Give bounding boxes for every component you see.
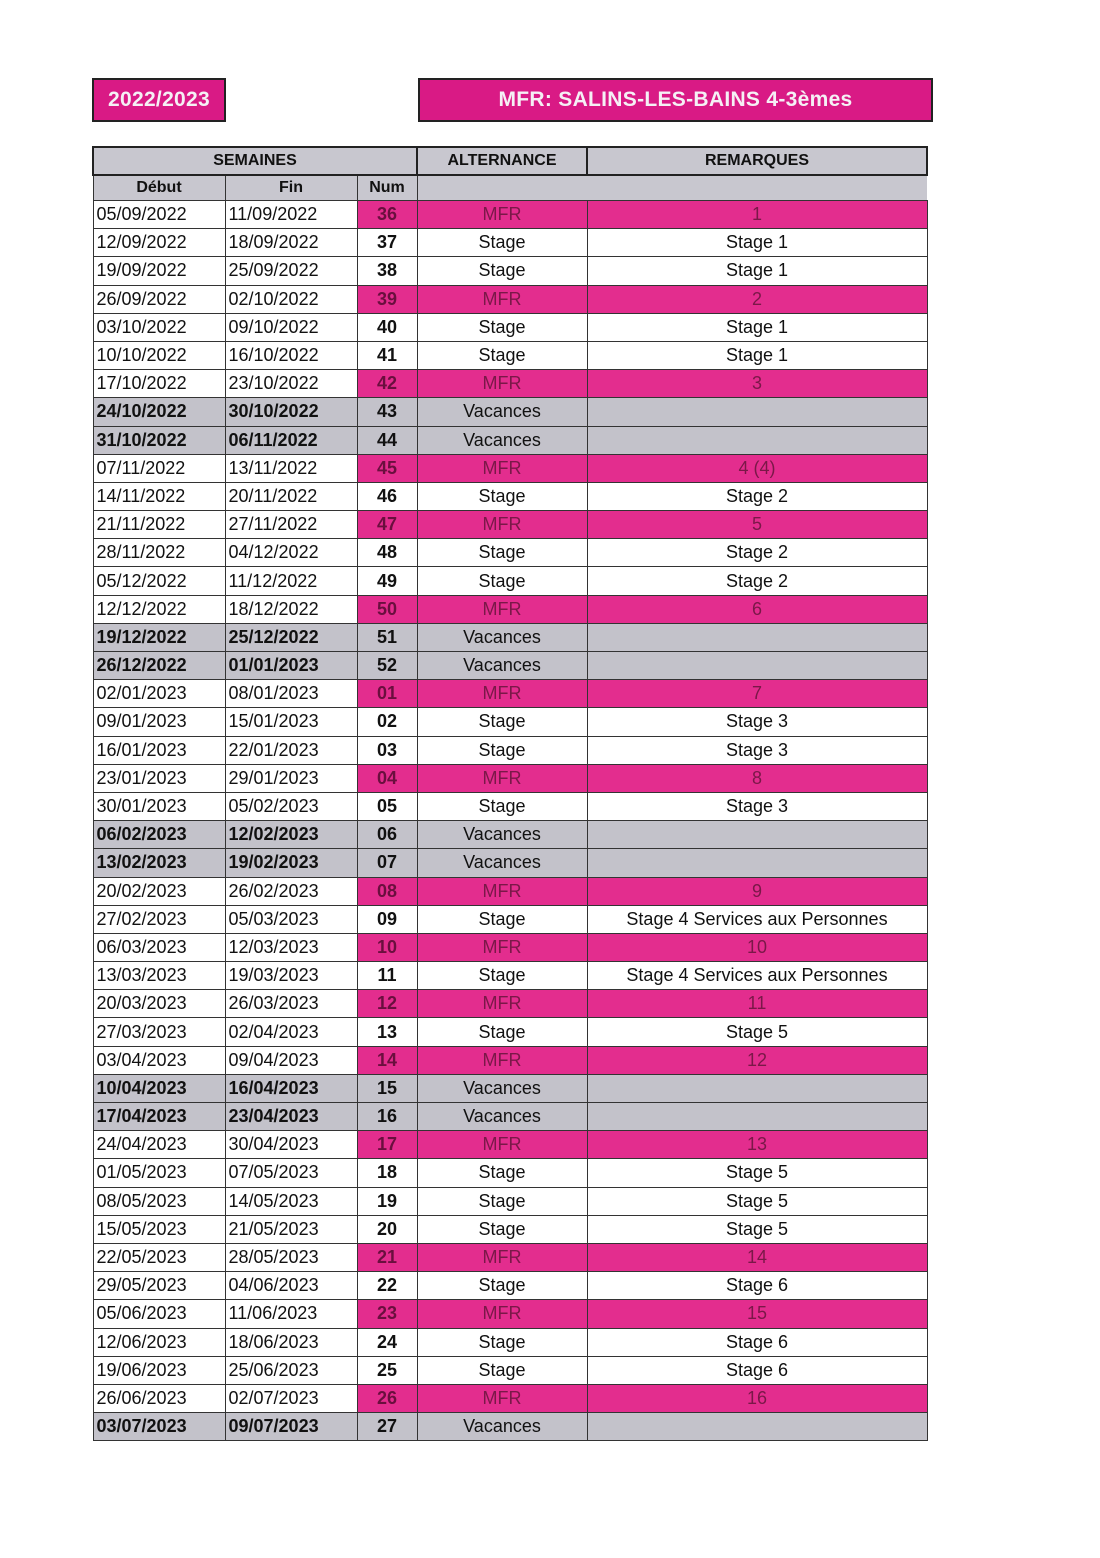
table-row	[93, 1243, 927, 1271]
cell-debut: 02/01/2023	[93, 680, 225, 708]
table-row	[93, 511, 927, 539]
cell-alternance: Stage	[417, 1187, 587, 1215]
cell-alternance: MFR	[417, 1300, 587, 1328]
cell-alternance: Stage	[417, 1159, 587, 1187]
table-row	[93, 821, 927, 849]
cell-remarque: 6	[587, 595, 927, 623]
cell-fin: 05/03/2023	[225, 905, 357, 933]
cell-fin: 26/02/2023	[225, 877, 357, 905]
cell-debut: 10/04/2023	[93, 1074, 225, 1102]
cell-alternance: Stage	[417, 1328, 587, 1356]
cell-debut: 03/10/2022	[93, 313, 225, 341]
cell-alternance: MFR	[417, 877, 587, 905]
cell-alternance: MFR	[417, 990, 587, 1018]
cell-debut: 31/10/2022	[93, 426, 225, 454]
cell-fin: 11/06/2023	[225, 1300, 357, 1328]
cell-num: 49	[357, 567, 417, 595]
table-row	[93, 1103, 927, 1131]
cell-remarque	[587, 821, 927, 849]
cell-alternance: MFR	[417, 1046, 587, 1074]
cell-remarque	[587, 849, 927, 877]
cell-remarque: Stage 4 Services aux Personnes	[587, 905, 927, 933]
cell-remarque: 4 (4)	[587, 454, 927, 482]
cell-remarque: Stage 4 Services aux Personnes	[587, 962, 927, 990]
cell-debut: 19/12/2022	[93, 623, 225, 651]
cell-num: 15	[357, 1074, 417, 1102]
cell-alternance: Stage	[417, 708, 587, 736]
cell-remarque: Stage 1	[587, 313, 927, 341]
table-row	[93, 229, 927, 257]
cell-remarque	[587, 652, 927, 680]
cell-num: 02	[357, 708, 417, 736]
cell-fin: 13/11/2022	[225, 454, 357, 482]
cell-debut: 03/07/2023	[93, 1413, 225, 1441]
cell-debut: 16/01/2023	[93, 736, 225, 764]
table-row	[93, 736, 927, 764]
cell-debut: 17/04/2023	[93, 1103, 225, 1131]
cell-num: 37	[357, 229, 417, 257]
cell-fin: 22/01/2023	[225, 736, 357, 764]
cell-fin: 27/11/2022	[225, 511, 357, 539]
cell-alternance: MFR	[417, 201, 587, 229]
cell-debut: 08/05/2023	[93, 1187, 225, 1215]
cell-debut: 19/09/2022	[93, 257, 225, 285]
cell-num: 43	[357, 398, 417, 426]
cell-fin: 12/02/2023	[225, 821, 357, 849]
cell-alternance: Stage	[417, 792, 587, 820]
year-title: 2022/2023	[92, 78, 226, 122]
cell-debut: 13/02/2023	[93, 849, 225, 877]
cell-remarque: Stage 5	[587, 1018, 927, 1046]
col-header-debut: Début	[93, 175, 225, 201]
cell-fin: 02/10/2022	[225, 285, 357, 313]
cell-alternance: MFR	[417, 285, 587, 313]
cell-alternance: MFR	[417, 454, 587, 482]
cell-debut: 05/09/2022	[93, 201, 225, 229]
cell-fin: 02/07/2023	[225, 1384, 357, 1412]
cell-alternance: Stage	[417, 539, 587, 567]
cell-remarque: Stage 3	[587, 708, 927, 736]
cell-debut: 06/03/2023	[93, 933, 225, 961]
table-row	[93, 623, 927, 651]
header-spacer	[417, 175, 587, 201]
table-row	[93, 1159, 927, 1187]
cell-num: 39	[357, 285, 417, 313]
cell-alternance: Stage	[417, 962, 587, 990]
cell-fin: 16/04/2023	[225, 1074, 357, 1102]
table-row	[93, 1300, 927, 1328]
cell-remarque: Stage 2	[587, 482, 927, 510]
cell-alternance: Vacances	[417, 623, 587, 651]
cell-fin: 14/05/2023	[225, 1187, 357, 1215]
col-header-alternance: ALTERNANCE	[417, 147, 587, 175]
table-row	[93, 708, 927, 736]
cell-num: 40	[357, 313, 417, 341]
cell-alternance: Stage	[417, 313, 587, 341]
cell-alternance: Vacances	[417, 821, 587, 849]
cell-remarque: Stage 5	[587, 1215, 927, 1243]
cell-remarque: Stage 2	[587, 567, 927, 595]
cell-num: 21	[357, 1243, 417, 1271]
cell-num: 48	[357, 539, 417, 567]
table-row	[93, 285, 927, 313]
cell-num: 19	[357, 1187, 417, 1215]
cell-fin: 18/12/2022	[225, 595, 357, 623]
cell-remarque: 5	[587, 511, 927, 539]
cell-debut: 27/02/2023	[93, 905, 225, 933]
cell-alternance: MFR	[417, 1131, 587, 1159]
cell-num: 52	[357, 652, 417, 680]
cell-debut: 26/09/2022	[93, 285, 225, 313]
cell-debut: 03/04/2023	[93, 1046, 225, 1074]
cell-remarque: Stage 6	[587, 1272, 927, 1300]
cell-num: 12	[357, 990, 417, 1018]
cell-alternance: MFR	[417, 680, 587, 708]
table-row	[93, 1272, 927, 1300]
cell-fin: 19/03/2023	[225, 962, 357, 990]
cell-alternance: Vacances	[417, 849, 587, 877]
cell-debut: 24/04/2023	[93, 1131, 225, 1159]
table-row	[93, 1187, 927, 1215]
cell-fin: 20/11/2022	[225, 482, 357, 510]
cell-num: 25	[357, 1356, 417, 1384]
cell-remarque: 7	[587, 680, 927, 708]
cell-remarque: Stage 1	[587, 229, 927, 257]
table-row	[93, 792, 927, 820]
cell-alternance: Stage	[417, 257, 587, 285]
cell-remarque: 3	[587, 370, 927, 398]
table-row	[93, 1384, 927, 1412]
cell-fin: 04/06/2023	[225, 1272, 357, 1300]
cell-fin: 25/12/2022	[225, 623, 357, 651]
cell-alternance: Vacances	[417, 652, 587, 680]
cell-fin: 09/07/2023	[225, 1413, 357, 1441]
table-row	[93, 990, 927, 1018]
cell-remarque: Stage 6	[587, 1356, 927, 1384]
cell-num: 27	[357, 1413, 417, 1441]
table-row	[93, 1328, 927, 1356]
cell-debut: 26/06/2023	[93, 1384, 225, 1412]
header-row-sub	[93, 175, 927, 201]
cell-num: 20	[357, 1215, 417, 1243]
cell-num: 36	[357, 201, 417, 229]
cell-alternance: Stage	[417, 905, 587, 933]
cell-remarque: 8	[587, 764, 927, 792]
cell-num: 22	[357, 1272, 417, 1300]
cell-remarque: Stage 5	[587, 1159, 927, 1187]
cell-num: 50	[357, 595, 417, 623]
cell-fin: 06/11/2022	[225, 426, 357, 454]
cell-num: 38	[357, 257, 417, 285]
cell-fin: 25/09/2022	[225, 257, 357, 285]
cell-num: 04	[357, 764, 417, 792]
cell-num: 26	[357, 1384, 417, 1412]
cell-remarque	[587, 623, 927, 651]
cell-num: 07	[357, 849, 417, 877]
cell-remarque: 1	[587, 201, 927, 229]
cell-remarque	[587, 426, 927, 454]
cell-num: 47	[357, 511, 417, 539]
cell-num: 16	[357, 1103, 417, 1131]
cell-alternance: Stage	[417, 1018, 587, 1046]
cell-alternance: Stage	[417, 736, 587, 764]
table-row	[93, 539, 927, 567]
cell-num: 03	[357, 736, 417, 764]
cell-remarque: 12	[587, 1046, 927, 1074]
col-header-remarques: REMARQUES	[587, 147, 927, 175]
cell-debut: 20/02/2023	[93, 877, 225, 905]
cell-debut: 15/05/2023	[93, 1215, 225, 1243]
cell-debut: 20/03/2023	[93, 990, 225, 1018]
cell-alternance: Stage	[417, 229, 587, 257]
cell-fin: 09/04/2023	[225, 1046, 357, 1074]
cell-alternance: MFR	[417, 370, 587, 398]
cell-debut: 05/06/2023	[93, 1300, 225, 1328]
cell-alternance: Vacances	[417, 1074, 587, 1102]
cell-num: 13	[357, 1018, 417, 1046]
cell-fin: 11/09/2022	[225, 201, 357, 229]
cell-alternance: MFR	[417, 933, 587, 961]
col-header-num: Num	[357, 175, 417, 201]
cell-alternance: Vacances	[417, 398, 587, 426]
table-row	[93, 877, 927, 905]
table-row	[93, 482, 927, 510]
cell-alternance: Vacances	[417, 1103, 587, 1131]
cell-remarque: Stage 1	[587, 341, 927, 369]
cell-remarque: 10	[587, 933, 927, 961]
cell-fin: 30/10/2022	[225, 398, 357, 426]
cell-fin: 23/10/2022	[225, 370, 357, 398]
cell-debut: 05/12/2022	[93, 567, 225, 595]
cell-debut: 21/11/2022	[93, 511, 225, 539]
cell-remarque: Stage 3	[587, 736, 927, 764]
cell-alternance: Stage	[417, 1215, 587, 1243]
cell-num: 09	[357, 905, 417, 933]
cell-fin: 30/04/2023	[225, 1131, 357, 1159]
cell-fin: 05/02/2023	[225, 792, 357, 820]
cell-remarque: Stage 5	[587, 1187, 927, 1215]
cell-alternance: MFR	[417, 511, 587, 539]
table-row	[93, 1356, 927, 1384]
table-row	[93, 1046, 927, 1074]
table-row	[93, 680, 927, 708]
table-row	[93, 595, 927, 623]
cell-debut: 14/11/2022	[93, 482, 225, 510]
table-row	[93, 1413, 927, 1441]
cell-fin: 26/03/2023	[225, 990, 357, 1018]
cell-num: 45	[357, 454, 417, 482]
cell-debut: 13/03/2023	[93, 962, 225, 990]
cell-debut: 01/05/2023	[93, 1159, 225, 1187]
cell-alternance: Stage	[417, 1272, 587, 1300]
table-row	[93, 1131, 927, 1159]
cell-remarque: 9	[587, 877, 927, 905]
cell-fin: 07/05/2023	[225, 1159, 357, 1187]
table-row	[93, 1018, 927, 1046]
table-row	[93, 962, 927, 990]
cell-remarque	[587, 398, 927, 426]
cell-num: 23	[357, 1300, 417, 1328]
header-row-main	[93, 147, 927, 175]
table-row	[93, 341, 927, 369]
cell-fin: 01/01/2023	[225, 652, 357, 680]
table-row	[93, 454, 927, 482]
cell-num: 05	[357, 792, 417, 820]
cell-alternance: MFR	[417, 764, 587, 792]
cell-fin: 19/02/2023	[225, 849, 357, 877]
cell-fin: 08/01/2023	[225, 680, 357, 708]
cell-fin: 25/06/2023	[225, 1356, 357, 1384]
cell-num: 10	[357, 933, 417, 961]
cell-num: 42	[357, 370, 417, 398]
table-row	[93, 1215, 927, 1243]
cell-fin: 04/12/2022	[225, 539, 357, 567]
cell-num: 18	[357, 1159, 417, 1187]
cell-alternance: Stage	[417, 341, 587, 369]
cell-num: 24	[357, 1328, 417, 1356]
table-row	[93, 426, 927, 454]
cell-debut: 30/01/2023	[93, 792, 225, 820]
table-row	[93, 1074, 927, 1102]
cell-remarque: Stage 3	[587, 792, 927, 820]
cell-alternance: Vacances	[417, 1413, 587, 1441]
cell-num: 01	[357, 680, 417, 708]
header-spacer	[587, 175, 927, 201]
cell-debut: 10/10/2022	[93, 341, 225, 369]
cell-num: 46	[357, 482, 417, 510]
cell-debut: 07/11/2022	[93, 454, 225, 482]
cell-debut: 12/12/2022	[93, 595, 225, 623]
cell-remarque: 11	[587, 990, 927, 1018]
cell-remarque: 15	[587, 1300, 927, 1328]
calendar-table	[92, 146, 928, 1441]
table-row	[93, 905, 927, 933]
col-header-fin: Fin	[225, 175, 357, 201]
table-row	[93, 370, 927, 398]
cell-remarque: 13	[587, 1131, 927, 1159]
table-row	[93, 398, 927, 426]
cell-remarque	[587, 1074, 927, 1102]
cell-remarque: Stage 2	[587, 539, 927, 567]
cell-debut: 29/05/2023	[93, 1272, 225, 1300]
col-header-semaines: SEMAINES	[93, 147, 417, 175]
cell-debut: 28/11/2022	[93, 539, 225, 567]
cell-alternance: Stage	[417, 1356, 587, 1384]
cell-fin: 02/04/2023	[225, 1018, 357, 1046]
school-title: MFR: SALINS-LES-BAINS 4-3èmes	[418, 78, 933, 122]
cell-debut: 23/01/2023	[93, 764, 225, 792]
table-row	[93, 933, 927, 961]
cell-debut: 22/05/2023	[93, 1243, 225, 1271]
cell-debut: 24/10/2022	[93, 398, 225, 426]
table-row	[93, 764, 927, 792]
cell-num: 41	[357, 341, 417, 369]
cell-remarque: 14	[587, 1243, 927, 1271]
cell-debut: 06/02/2023	[93, 821, 225, 849]
cell-remarque: 2	[587, 285, 927, 313]
cell-debut: 19/06/2023	[93, 1356, 225, 1384]
cell-num: 17	[357, 1131, 417, 1159]
cell-debut: 27/03/2023	[93, 1018, 225, 1046]
cell-num: 06	[357, 821, 417, 849]
cell-fin: 18/06/2023	[225, 1328, 357, 1356]
table-row	[93, 652, 927, 680]
table-row	[93, 313, 927, 341]
cell-fin: 12/03/2023	[225, 933, 357, 961]
table-row	[93, 201, 927, 229]
table-row	[93, 567, 927, 595]
cell-num: 44	[357, 426, 417, 454]
cell-debut: 09/01/2023	[93, 708, 225, 736]
cell-fin: 15/01/2023	[225, 708, 357, 736]
cell-remarque: Stage 1	[587, 257, 927, 285]
cell-remarque	[587, 1103, 927, 1131]
cell-debut: 12/09/2022	[93, 229, 225, 257]
table-row	[93, 257, 927, 285]
cell-remarque: 16	[587, 1384, 927, 1412]
cell-fin: 11/12/2022	[225, 567, 357, 595]
cell-remarque: Stage 6	[587, 1328, 927, 1356]
cell-alternance: MFR	[417, 595, 587, 623]
cell-fin: 09/10/2022	[225, 313, 357, 341]
cell-fin: 28/05/2023	[225, 1243, 357, 1271]
cell-alternance: MFR	[417, 1243, 587, 1271]
table-row	[93, 849, 927, 877]
cell-num: 51	[357, 623, 417, 651]
cell-fin: 18/09/2022	[225, 229, 357, 257]
cell-fin: 16/10/2022	[225, 341, 357, 369]
cell-debut: 17/10/2022	[93, 370, 225, 398]
cell-fin: 21/05/2023	[225, 1215, 357, 1243]
cell-alternance: Stage	[417, 482, 587, 510]
cell-debut: 26/12/2022	[93, 652, 225, 680]
cell-alternance: Vacances	[417, 426, 587, 454]
cell-debut: 12/06/2023	[93, 1328, 225, 1356]
cell-num: 11	[357, 962, 417, 990]
cell-fin: 23/04/2023	[225, 1103, 357, 1131]
cell-remarque	[587, 1413, 927, 1441]
cell-alternance: MFR	[417, 1384, 587, 1412]
cell-fin: 29/01/2023	[225, 764, 357, 792]
cell-num: 14	[357, 1046, 417, 1074]
cell-alternance: Stage	[417, 567, 587, 595]
cell-num: 08	[357, 877, 417, 905]
